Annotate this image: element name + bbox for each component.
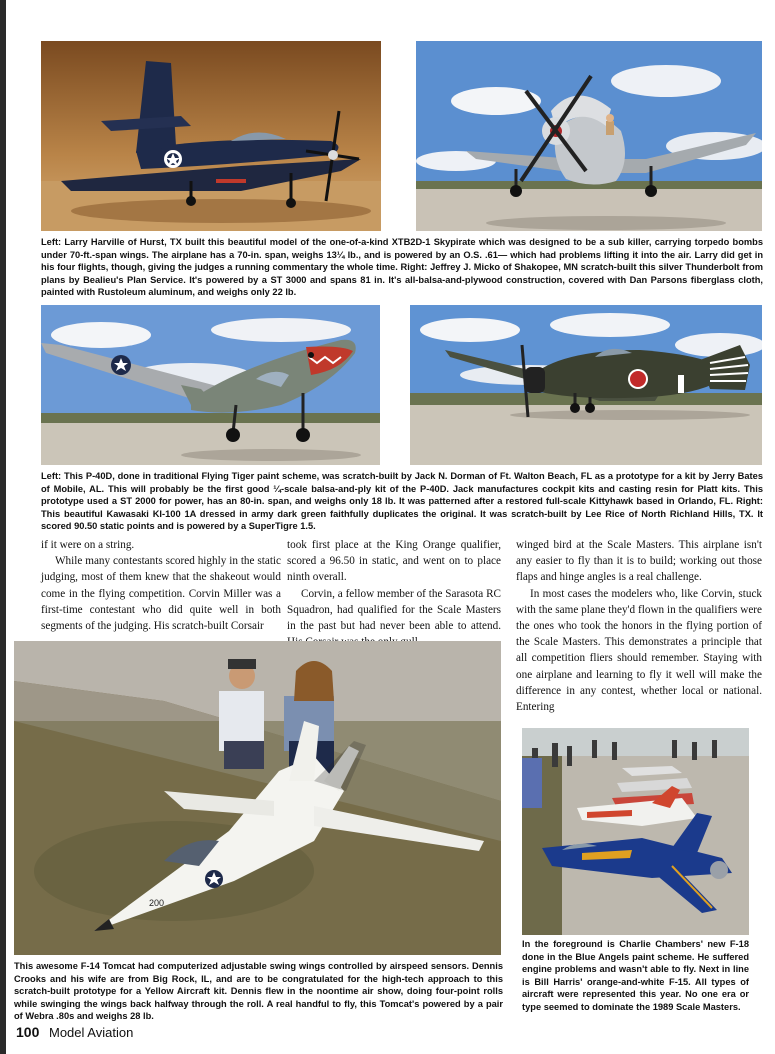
f14-tail-number: 200 [149,898,165,908]
magazine-name: Model Aviation [48,1025,134,1040]
caption-top: Left: Larry Harville of Hurst, TX built this beautiful model of the one-of-a-kind XTB2D-1 Skypirate which was designed to be a sub killer, carrying torpedo bombs under 70-ft.-span wings. The airplane has a 70-in. span, weighs 13¼ lb., and is powered by an O.S. .61— which had problems lifting it into the air. Larry did get in his four flights, though, giving the judges a running commentary the whole time. Right: Jeffrey J. Micko of Shakopee, MN scratch-built this silver Thunderbolt from plans by Bealieu's Plan Service. It's powered by a ST 3000 and spans 81 in. It's all-balsa-and-plywood construction, covered with Dan Parsons fiberglass cloth, painted with Rustoleum aluminum, and weighs only 22 lb. [41,237,763,298]
page-footer [16,1024,133,1040]
article-paragraph: Corvin, a fellow member of the Sarasota RC Squadron, had qualified for the Scale Masters in the past but had never been able to attend. [287,587,501,633]
page-edge-shadow [0,0,6,1054]
caption-middle: Left: This P-40D, done in traditional Flying Tiger paint scheme, was scratch-built by Jack N. Dorman of Ft. Walton Beach, FL as a prototype for a kit by Jerry Bates of Mobile, AL. This will probably be the first good ¼-scale balsa-and-ply kit of the P-40D. Jack manufactures cockpit kits and casting resin for Platt kits. This prototype used a ST 2000 for power, has an 80-in. span, and weighs only 18 lb. It was patterned after a restored full-scale Kittyhawk based in Orlando, FL. Right: This beautiful Kawasaki KI-100 1A dressed in army dark green faithfully duplicates the original. It was scratch-built by Lee Rice of North Richland Hills, TX. It scored 90.50 static points and is powered by a SuperTigre 1.5. [41,471,763,532]
photo-skypirate [41,41,381,231]
article-paragraph: winged bird at the Scale Masters. This airplane isn't any easier to fly than it is to build; working out those flaps and hinge angles is a real challenge. [516,539,762,584]
article-paragraph: While many contestants scored highly in the static judging, most of them knew that the shakeout would come in the flying competition. Corvin Miller was a first-time contestant who did quite well in both segments of the judging. His scratch-built Corsair [41,555,281,633]
article-paragraph: if it were on a string. [41,539,135,551]
caption-bottom-right: In the foreground is Charlie Chambers' new F-18 done in the Blue Angels paint scheme. He suffered engine problems and wasn't able to fly. Next in line is Bill Harris' orange-and-white F-15. All types of aircraft were represented this year. No one era or type seemed to dominate the 1989 Scale Masters. [522,939,749,1012]
photo-thunderbolt [416,41,762,231]
article-paragraph: took first place at the King Orange qualifier, scored a 96.50 in static, and went on to place ninth overall. [287,539,501,584]
article-column-1 [41,537,281,634]
page-number: 100 [16,1024,40,1040]
photo-kawasaki-ki100 [410,305,762,465]
photo-f14-tomcat [14,641,501,955]
article-column-3 [516,537,762,715]
article-paragraph: In most cases the modelers who, like Corvin, stuck with the same plane they'd flown in the qualifiers were the ones who took the honors in the flying portion of the Scale Masters. This demonstrates a principle that all competition fliers should remember. Staying with one airplane and learning to fly it well will make the difference in any contest, whether local or national. Entering [516,587,762,714]
photo-blue-angels-f18 [522,728,749,935]
caption-bottom-left: This awesome F-14 Tomcat had computerized adjustable swing wings controlled by airspeed sensors. Dennis Crooks and his wife are from Big Rock, IL, and are to be congratulated for the high-tech approach to this scratch-built prototype for a Yellow Aircraft kit. Dennis flew in the noontime air show, doing four-point rolls while swinging the wings back halfway through the roll. A real handful to fly, this Tomcat's powered by a pair of Webra .80s and weighs 28 lb. [14,961,503,1022]
article-column-2 [287,537,501,650]
photo-p40 [41,305,380,465]
